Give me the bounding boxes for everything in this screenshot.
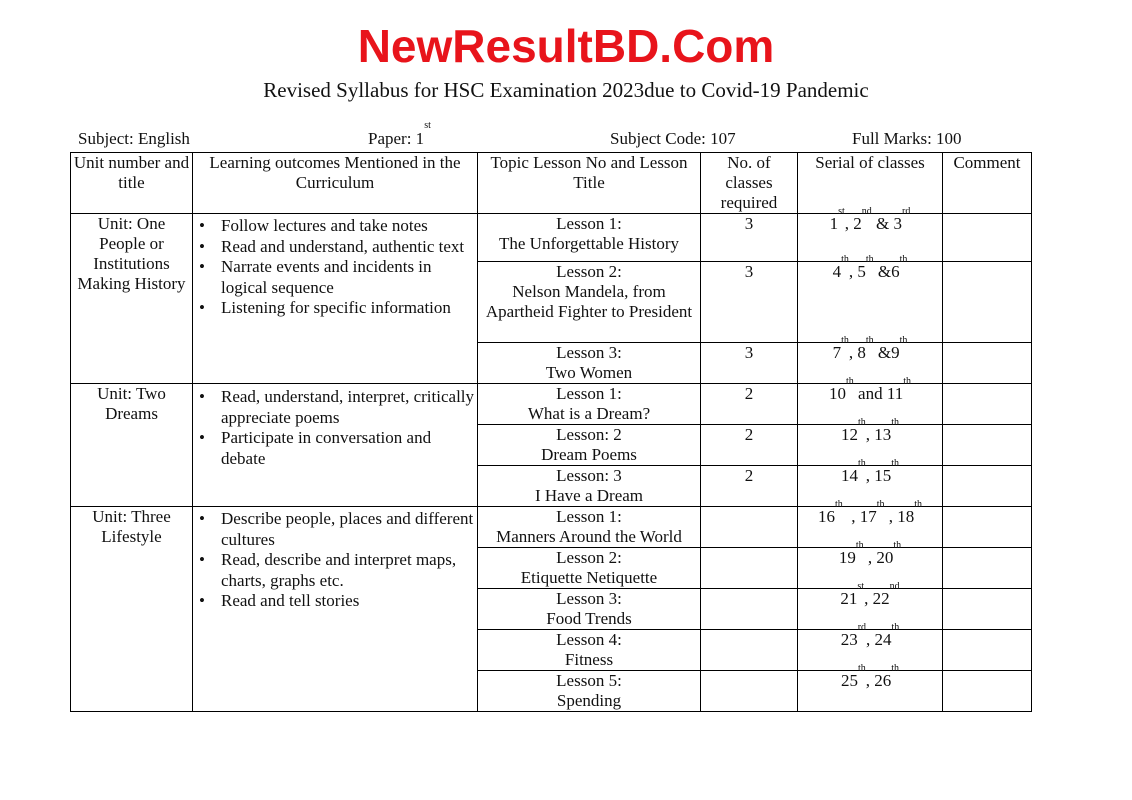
class-serial (798, 499, 943, 548)
lesson-title: The Unforgettable History (498, 234, 680, 253)
header-row (71, 153, 1032, 214)
comment-cell (943, 630, 1032, 671)
outcome-item: • Listening for specific information (221, 298, 475, 319)
serial-number: & 3 (871, 214, 903, 233)
class-serial (798, 335, 943, 384)
comment-cell (943, 425, 1032, 466)
lesson-cell (478, 262, 701, 343)
lesson-number: Lesson 4: (556, 630, 622, 649)
lesson-number: Lesson: 3 (556, 466, 622, 485)
serial-number: , 17 (842, 507, 877, 526)
comment-cell (943, 262, 1032, 343)
serial-ordinal-suffix: th (834, 499, 843, 510)
document-subtitle: Revised Syllabus for HSC Examination 2023due to Covid-19 Pandemic (263, 78, 869, 102)
paper-sup: st (424, 120, 431, 131)
lesson-number: Lesson 3: (556, 589, 622, 608)
lesson-cell (478, 466, 701, 507)
class-serial (798, 376, 943, 425)
serial-ordinal-suffix: th (857, 417, 866, 428)
unit-title: Unit: Three Lifestyle (71, 507, 193, 712)
serial-ordinal-suffix: rd (857, 622, 867, 633)
serial-number: 4 (832, 262, 842, 281)
comment-cell (943, 214, 1032, 262)
classes-count (701, 630, 798, 671)
outcome-item: • Describe people, places and different cultures (221, 509, 475, 550)
lesson-cell (478, 548, 701, 589)
serial-number: 14 (840, 466, 858, 485)
serial-number: &9 (873, 343, 900, 362)
serial-ordinal-suffix: th (857, 663, 866, 674)
serial-ordinal-suffix: nd (889, 581, 900, 592)
header-unit: Unit number and title (71, 153, 193, 214)
header-comment: Comment (943, 153, 1032, 214)
lesson-title: I Have a Dream (534, 486, 644, 505)
table-row (71, 507, 1032, 548)
serial-number: , 20 (863, 548, 894, 567)
lesson-title: Fitness (564, 650, 614, 669)
serial-number: and 11 (853, 384, 904, 403)
serial-ordinal-suffix: th (841, 254, 849, 265)
lesson-cell (478, 214, 701, 262)
serial-ordinal-suffix: th (891, 417, 900, 428)
comment-cell (943, 466, 1032, 507)
serial-ordinal-suffix: th (841, 335, 849, 346)
lesson-title: Spending (556, 691, 622, 710)
outcome-item: • Narrate events and incidents in logical sequence (221, 257, 475, 298)
serial-ordinal-suffix: th (857, 458, 866, 469)
unit-outcomes (193, 384, 478, 507)
classes-count (701, 507, 798, 548)
serial-number: 10 (829, 384, 846, 403)
lesson-title: Nelson Mandela, from Apartheid Fighter to President (485, 282, 693, 321)
comment-cell (943, 548, 1032, 589)
serial-number: 12 (840, 425, 858, 444)
serial-ordinal-suffix: th (865, 254, 874, 265)
classes-count (701, 589, 798, 630)
serial-number: 7 (832, 343, 842, 362)
classes-count: 3 (701, 214, 798, 262)
serial-ordinal-suffix: th (903, 376, 911, 387)
class-serial (798, 622, 943, 671)
serial-number: 23 (840, 630, 858, 649)
paper-label (368, 120, 431, 150)
subject-code-label: Subject Code: 107 (610, 129, 736, 148)
syllabus-table (70, 152, 1032, 712)
serial-number: , 2 (844, 214, 862, 233)
serial-ordinal-suffix: th (876, 499, 885, 510)
classes-count: 2 (701, 425, 798, 466)
lesson-title: Manners Around the World (496, 527, 682, 546)
serial-ordinal-suffix: st (838, 206, 845, 217)
subject-label: Subject: English (78, 129, 190, 148)
comment-cell (943, 507, 1032, 548)
serial-number: , 18 (884, 507, 915, 526)
lesson-cell (478, 630, 701, 671)
classes-count: 2 (701, 466, 798, 507)
serial-number: , 5 (848, 262, 866, 281)
serial-ordinal-suffix: th (891, 622, 900, 633)
outcome-item: • Participate in conversation and debate (221, 428, 475, 469)
serial-number: , 8 (848, 343, 866, 362)
serial-ordinal-suffix: th (899, 335, 908, 346)
serial-ordinal-suffix: th (855, 540, 864, 551)
lesson-number: Lesson 5: (556, 671, 622, 690)
serial-number: , 15 (865, 466, 892, 485)
serial-number: 25 (840, 671, 858, 690)
lesson-number: Lesson 2: (556, 262, 622, 281)
classes-count: 2 (701, 384, 798, 425)
unit-outcomes (193, 507, 478, 712)
serial-ordinal-suffix: nd (861, 206, 872, 217)
outcome-item: • Read, describe and interpret maps, charts, graphs etc. (221, 550, 475, 591)
lesson-cell (478, 671, 701, 712)
outcome-item: • Read and tell stories (221, 591, 475, 612)
classes-count (701, 671, 798, 712)
outcome-item: • Read and understand, authentic text (221, 237, 475, 258)
unit-outcomes (193, 214, 478, 384)
comment-cell (943, 671, 1032, 712)
serial-ordinal-suffix: st (857, 581, 865, 592)
lesson-title: Two Women (545, 363, 633, 382)
lesson-number: Lesson 3: (556, 343, 622, 362)
header-topic: Topic Lesson No and Lesson Title (478, 153, 701, 214)
unit-title: Unit: Two Dreams (71, 384, 193, 507)
serial-number: 19 (838, 548, 856, 567)
lesson-cell (478, 384, 701, 425)
lesson-number: Lesson 1: (556, 214, 622, 233)
class-serial (798, 254, 943, 343)
serial-ordinal-suffix: th (899, 254, 908, 265)
serial-ordinal-suffix: th (891, 663, 900, 674)
classes-count: 3 (701, 343, 798, 384)
class-serial (798, 540, 943, 589)
serial-number: 1 (829, 214, 839, 233)
comment-cell (943, 589, 1032, 630)
class-serial (798, 417, 943, 466)
outcome-item: • Follow lectures and take notes (221, 216, 475, 237)
full-marks-label: Full Marks: 100 (852, 129, 962, 148)
unit-title: Unit: One People or Institutions Making History (71, 214, 193, 384)
serial-ordinal-suffix: th (893, 540, 902, 551)
class-serial (798, 581, 943, 630)
serial-ordinal-suffix: rd (902, 206, 911, 217)
header-classes: No. of classes required (701, 153, 798, 214)
lesson-number: Lesson 1: (556, 384, 622, 403)
outcome-item: • Read, understand, interpret, critically appreciate poems (221, 387, 475, 428)
lesson-cell (478, 425, 701, 466)
lesson-title: Dream Poems (541, 445, 637, 464)
lesson-number: Lesson: 2 (556, 425, 622, 444)
lesson-title: Food Trends (546, 609, 632, 628)
lesson-cell (478, 343, 701, 384)
site-title: NewResultBD.Com (357, 20, 775, 72)
classes-count (701, 548, 798, 589)
lesson-number: Lesson 2: (556, 548, 622, 567)
comment-cell (943, 343, 1032, 384)
serial-number: 16 (817, 507, 835, 526)
serial-ordinal-suffix: th (914, 499, 923, 510)
lesson-number: Lesson 1: (556, 507, 622, 526)
serial-number: , 24 (866, 630, 892, 649)
serial-number: , 26 (865, 671, 892, 690)
lesson-cell (478, 507, 701, 548)
serial-number: 21 (840, 589, 858, 608)
classes-count: 3 (701, 262, 798, 343)
header-serial: Serial of classes (798, 153, 943, 214)
comment-cell (943, 384, 1032, 425)
lesson-cell (478, 589, 701, 630)
serial-ordinal-suffix: th (846, 376, 854, 387)
lesson-title: What is a Dream? (527, 404, 651, 423)
header-outcomes: Learning outcomes Mentioned in the Curriculum (193, 153, 478, 214)
paper-text: Paper: 1 (368, 129, 425, 148)
serial-number: , 13 (865, 425, 892, 444)
serial-ordinal-suffix: th (865, 335, 874, 346)
serial-number: &6 (873, 262, 900, 281)
class-serial (798, 663, 943, 712)
lesson-title: Etiquette Netiquette (520, 568, 658, 587)
serial-ordinal-suffix: th (891, 458, 900, 469)
serial-number: , 22 (864, 589, 890, 608)
table-row (71, 384, 1032, 425)
table-row (71, 214, 1032, 262)
